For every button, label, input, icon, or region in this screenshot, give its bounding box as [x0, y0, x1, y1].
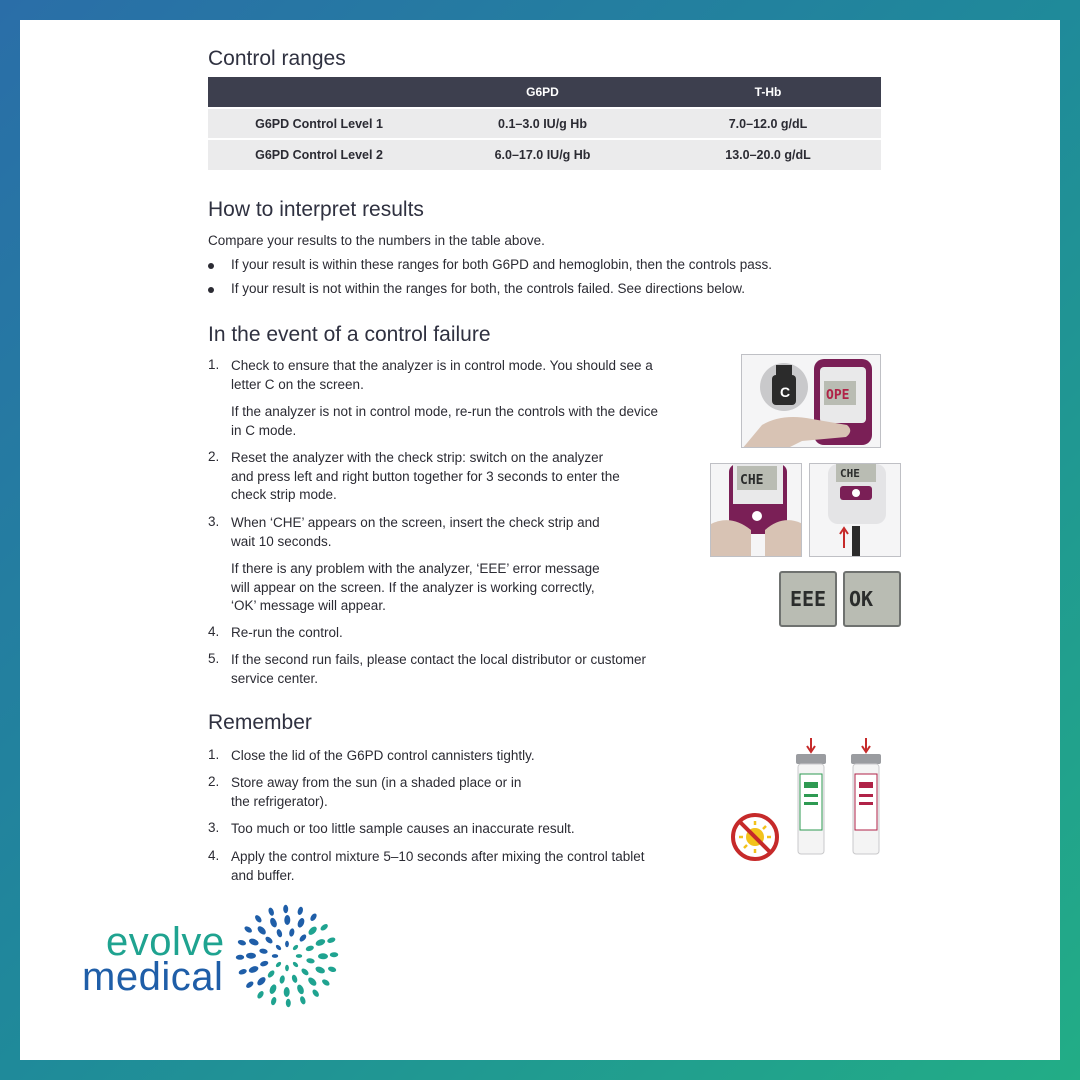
text-line: will appear on the screen. If the analyzer is working correctly,: [231, 579, 595, 595]
table-header-cell: T-Hb: [655, 77, 881, 108]
analyzer-buttons-illustration: [711, 464, 802, 557]
logo-petal: [300, 967, 310, 976]
table-cell: G6PD Control Level 1: [208, 108, 430, 139]
text-line: If there is any problem with the analyzer, ‘EEE’ error message: [231, 561, 600, 576]
table-row: [208, 108, 881, 139]
logo-petal: [267, 907, 275, 917]
text-line: If the analyzer is not in control mode, re-run the controls with the device: [231, 404, 658, 419]
interpret-bullet-1: If your result is within these ranges for both G6PD and hemoglobin, then the controls pass.: [231, 257, 773, 272]
text-line: When ‘CHE’ appears on the screen, insert the check strip and: [231, 515, 600, 530]
control-ranges-table: [208, 77, 881, 170]
text-line: and press left and right button together for 3 seconds to enter the: [231, 468, 620, 484]
logo-petal: [330, 952, 339, 957]
logo-petal: [327, 936, 337, 944]
storage-illustration: [728, 738, 898, 868]
logo-petal: [259, 948, 268, 955]
failure-step-3-note: [231, 560, 600, 616]
text-line: Too much or too little sample causes an inaccurate result.: [231, 821, 575, 836]
logo-flower-icon: [232, 904, 342, 1008]
logo-text-evolve: evolve: [106, 920, 225, 964]
logo-petal: [275, 961, 282, 968]
logo-petal: [297, 906, 304, 915]
logo-petal: [279, 975, 286, 984]
logo-petal: [256, 925, 267, 936]
step-number: 2.: [208, 449, 220, 464]
text-line: the refrigerator).: [231, 793, 328, 809]
logo-petal: [259, 960, 269, 967]
failure-step-3: [231, 514, 600, 551]
logo-petal: [321, 978, 331, 987]
interpret-intro: Compare your results to the numbers in the table above.: [208, 233, 545, 248]
step-number: 2.: [208, 774, 220, 789]
text-line: Check to ensure that the analyzer is in control mode. You should see a: [231, 358, 653, 373]
ok-display: OK: [843, 571, 901, 627]
text-line: If the second run fails, please contact the local distributor or customer: [231, 652, 646, 667]
text-line: check strip mode.: [231, 487, 337, 502]
text-line: ‘OK’ message will appear.: [231, 598, 386, 613]
che-screen-text: CHE: [740, 473, 764, 488]
logo-petal: [319, 923, 329, 932]
bullet-dot: [208, 287, 214, 293]
check-mode-photo-2: [809, 463, 901, 557]
logo-petal: [291, 974, 298, 984]
logo-petal: [327, 966, 336, 973]
step-number: 1.: [208, 747, 220, 762]
logo-petal: [309, 912, 318, 922]
logo-petal: [256, 976, 267, 987]
logo-petal: [264, 935, 274, 944]
table-cell: G6PD Control Level 2: [208, 139, 430, 170]
table-cell: 0.1–3.0 IU/g Hb: [430, 108, 655, 139]
failure-step-2: [231, 449, 620, 505]
logo-petal: [296, 954, 302, 958]
logo-petal: [245, 980, 255, 989]
logo-petal: [246, 953, 256, 959]
logo-petal: [284, 987, 290, 997]
logo-petal: [243, 925, 253, 934]
logo-petal: [248, 965, 260, 974]
step-number: 5.: [208, 651, 220, 666]
text-line: Apply the control mixture 5–10 seconds after mixing the control tablet: [231, 849, 645, 864]
logo-petal: [275, 944, 282, 951]
logo-petal: [314, 965, 326, 974]
failure-step-1: [231, 357, 653, 394]
logo-petal: [272, 954, 278, 958]
logo-petal: [299, 996, 307, 1006]
che-screen-text-2: CHE: [840, 467, 860, 480]
document-page: [20, 20, 1060, 1060]
step-number: 1.: [208, 357, 220, 372]
table-header-row: [208, 77, 881, 108]
logo-petal: [298, 933, 307, 943]
text-line: Store away from the sun (in a shaded place or in: [231, 775, 522, 790]
interpret-bullet-2: If your result is not within the ranges for both, the controls failed. See directions below.: [231, 281, 746, 296]
table-cell: 13.0–20.0 g/dL: [655, 139, 881, 170]
logo-petal: [285, 965, 289, 971]
failure-heading: In the event of a control failure: [208, 323, 491, 346]
logo-petal: [286, 999, 291, 1008]
logo-petal: [248, 937, 260, 946]
failure-step-4: [231, 624, 343, 643]
step-number: 3.: [208, 820, 220, 835]
logo-petal: [315, 938, 327, 947]
control-cannister-level-1: [796, 738, 826, 854]
ope-screen-text: OPE: [826, 388, 850, 403]
table-header-cell: G6PD: [430, 77, 655, 108]
interpret-heading: How to interpret results: [208, 198, 424, 221]
logo-petal: [266, 969, 275, 979]
step-number: 3.: [208, 514, 220, 529]
logo-petal: [318, 953, 328, 959]
text-line: Re-run the control.: [231, 625, 343, 640]
logo-petal: [285, 941, 289, 947]
logo-petal: [254, 914, 263, 924]
eee-display: EEE: [779, 571, 837, 627]
check-mode-photo-1: [710, 463, 802, 557]
step-number: 4.: [208, 848, 220, 863]
logo-petal: [311, 988, 320, 998]
text-line: wait 10 seconds.: [231, 533, 332, 549]
logo-petal: [305, 945, 315, 952]
text-line: Close the lid of the G6PD control cannisters tightly.: [231, 748, 535, 763]
bullet-dot: [208, 263, 214, 269]
no-sun-icon: [733, 815, 777, 859]
logo-petal: [238, 968, 248, 976]
logo-petal: [283, 905, 288, 914]
remember-step-2: [231, 774, 521, 811]
text-line: in C mode.: [231, 422, 297, 438]
control-ranges-heading: Control ranges: [208, 47, 346, 70]
text-line: and buffer.: [231, 867, 295, 883]
failure-step-1-note: [231, 403, 658, 440]
text-line: letter C on the screen.: [231, 376, 364, 392]
logo-petal: [268, 983, 277, 995]
failure-step-5: [231, 651, 646, 688]
logo-petal: [307, 925, 318, 936]
logo-petal: [270, 996, 277, 1005]
step-number: 4.: [208, 624, 220, 639]
text-line: Reset the analyzer with the check strip: switch on the analyzer: [231, 450, 604, 465]
logo-petal: [276, 928, 283, 938]
table-cell: 7.0–12.0 g/dL: [655, 108, 881, 139]
control-mode-photo: [741, 354, 881, 448]
remember-step-4: [231, 848, 644, 885]
logo-petal: [296, 917, 305, 929]
control-letter-c: C: [779, 384, 791, 400]
remember-step-1: [231, 747, 535, 766]
table-cell: 6.0–17.0 IU/g Hb: [430, 139, 655, 170]
logo-petal: [289, 928, 296, 937]
table-header-cell: [208, 77, 430, 108]
text-line: service center.: [231, 670, 319, 686]
table-row: [208, 139, 881, 170]
remember-heading: Remember: [208, 711, 312, 734]
analyzer-hand-illustration: [742, 355, 881, 448]
logo-petal: [284, 915, 290, 925]
logo-petal: [292, 944, 299, 951]
logo-text-medical: medical: [82, 955, 224, 999]
logo-petal: [269, 917, 278, 929]
insert-strip-illustration: [810, 464, 901, 557]
control-cannister-level-2: [851, 738, 881, 854]
logo-petal: [256, 990, 265, 1000]
logo-petal: [292, 961, 299, 968]
logo-petal: [296, 984, 305, 996]
logo-petal: [307, 976, 318, 987]
remember-step-3: [231, 820, 575, 839]
logo-petal: [237, 939, 246, 946]
logo-petal: [236, 955, 245, 960]
logo-petal: [306, 958, 315, 965]
